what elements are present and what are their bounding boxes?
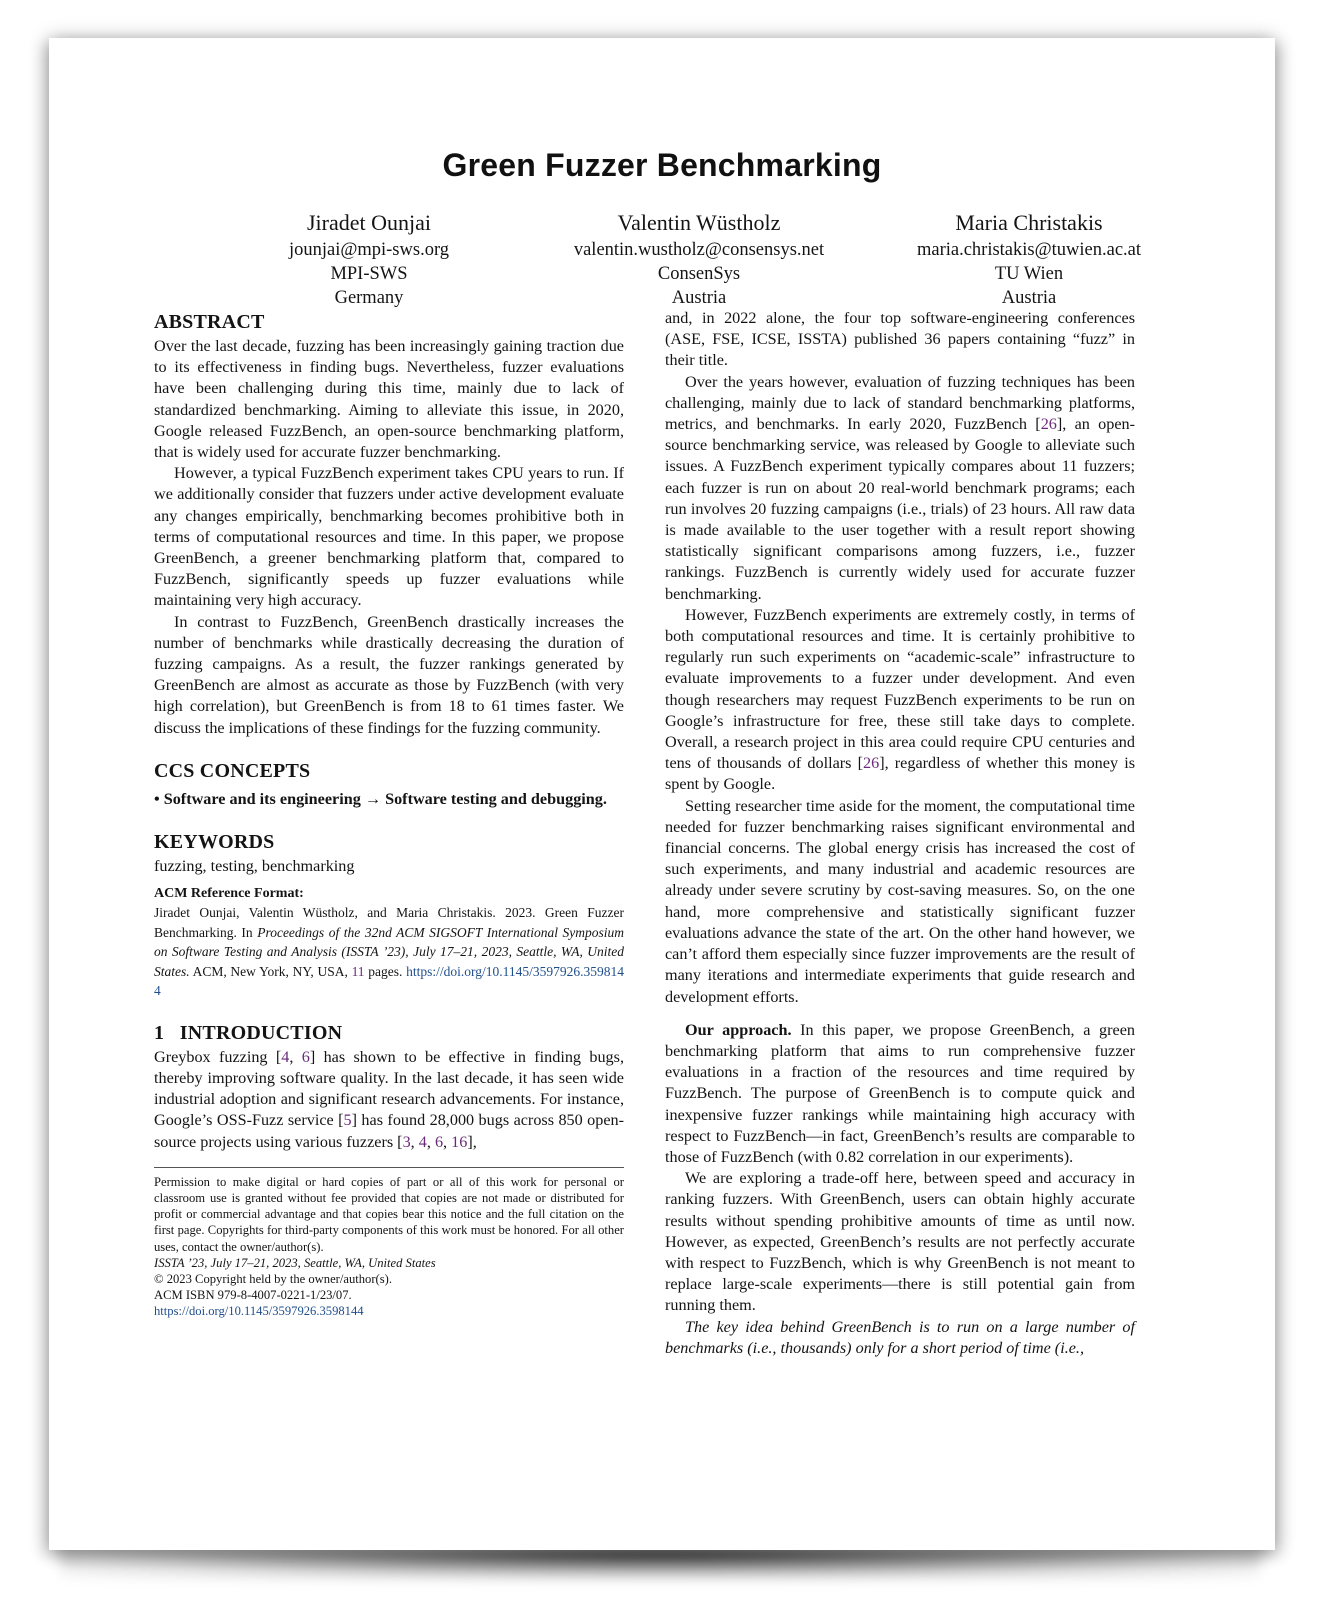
author-affiliation: MPI-SWS xyxy=(330,264,408,284)
introduction-heading: 1 INTRODUCTION xyxy=(154,1021,343,1044)
author-email: valentin.wustholz@consensys.net xyxy=(573,240,825,260)
acm-ref-venue: Proceedings of the 32nd ACM SIGSOFT International Symposium on Software Testing and Analysis (ISSTA ’23), July 17–21, 2023, Seattle, WA, United States. xyxy=(154,924,624,979)
author-name: Jiradet Ounjai xyxy=(306,210,432,235)
our-approach-paragraph xyxy=(665,1020,1135,1168)
acm-ref-authors: Jiradet Ounjai, Valentin Wüstholz, and Maria Christakis. 2023. Green Fuzzer Benchmarking. In xyxy=(154,905,624,940)
text-run: ], regardless of whether this money is spent by Google. xyxy=(665,754,1136,794)
citation-link[interactable]: 6 xyxy=(301,1047,310,1066)
text-run: However, FuzzBench experiments are extremely costly, in terms of both computational resources and time. It is certainly prohibitive to regularly run such experiments on “academic-scale” infrastructure to evaluate improvements to a fuzzer under development. And even though researchers may request FuzzBench experiments to be run on Google’s infrastructure for free, these still take days to complete. Overall, a research project in this area could require CPU centuries and tens of thousands of dollars [ xyxy=(665,605,1135,773)
footnote-divider xyxy=(154,1167,624,1168)
author-country: Germany xyxy=(334,288,404,308)
permission-notice: Permission to make digital or hard copies of part or all of this work for personal or classroom use is granted without fee provided that copies are not made or distributed for profit or commercial advantage and that copies bear this notice and the full citation on the first page. Copyrights for third-party components of this work must be honored. For all other uses, contact the owner/author(s). xyxy=(154,1174,624,1254)
citation-link[interactable]: 4 xyxy=(281,1047,290,1066)
body-paragraph xyxy=(665,372,1135,605)
acm-ref-publisher: ACM, New York, NY, USA, xyxy=(189,963,352,979)
citation-link[interactable]: 26 xyxy=(863,754,880,773)
citation-link[interactable]: 5 xyxy=(343,1111,352,1130)
footnote-doi-link[interactable]: https://doi.org/10.1145/3597926.3598144 xyxy=(154,1304,364,1319)
page-drop-shadow xyxy=(60,1548,1260,1578)
right-column xyxy=(665,308,1135,1359)
text-run: , xyxy=(443,1132,452,1151)
author-2 xyxy=(534,208,864,310)
abstract-heading: ABSTRACT xyxy=(154,311,265,333)
body-paragraph xyxy=(665,605,1135,796)
acm-ref-pages-link[interactable]: 11 xyxy=(351,963,365,979)
conference-venue: ISSTA ’23, July 17–21, 2023, Seattle, WA, United States xyxy=(154,1255,436,1270)
copyright-line: © 2023 Copyright held by the owner/author(s). xyxy=(154,1272,392,1286)
isbn-line: ACM ISBN 979-8-4007-0221-1/23/07. xyxy=(154,1288,352,1303)
author-name: Valentin Wüstholz xyxy=(617,210,781,235)
abstract-paragraph: In contrast to FuzzBench, GreenBench drastically increases the number of benchmarks while drastically decreasing the duration of fuzzing campaigns. As a result, the fuzzer rankings generated by GreenBench are almost as accurate as those by FuzzBench (with very high correlation), but GreenBench is from 18 to 61 times faster. We discuss the implications of these findings for the fuzzing community. xyxy=(154,612,624,737)
text-run: , xyxy=(410,1132,419,1151)
key-idea-paragraph: The key idea behind GreenBench is to run on a large number of benchmarks (i.e., thousands) only for a short period of time (i.e., xyxy=(665,1317,1135,1357)
author-block xyxy=(204,208,1194,310)
acm-ref-doi-link[interactable]: https://doi.org/10.1145/3597926.3598144 xyxy=(154,963,624,999)
text-run: ], an open-source benchmarking service, was released by Google to alleviate such issues. A FuzzBench experiment typically compares about 11 fuzzers; each fuzzer is run on about 20 real-world benchmark programs; each run involves 20 fuzzing campaigns (i.e., trials) of 23 hours. All raw data is made available to the user together with a result report showing statistically significant comparisons among fuzzers, i.e., fuzzer rankings. FuzzBench is currently widely used for accurate fuzzer benchmarking. xyxy=(665,415,1135,603)
body-paragraph: and, in 2022 alone, the four top software-engineering conferences (ASE, FSE, ICSE, ISSTA) published 36 papers containing “fuzz” in their title. xyxy=(665,309,1135,370)
author-name: Maria Christakis xyxy=(955,210,1103,235)
author-country: Austria xyxy=(1001,288,1057,308)
text-run: Over the years however, evaluation of fuzzing techniques has been challenging, mainly due to lack of standard benchmarking platforms, metrics, and benchmarks. In early 2020, FuzzBench [ xyxy=(665,372,1135,434)
author-affiliation: TU Wien xyxy=(994,264,1064,284)
author-1 xyxy=(204,208,534,310)
text-run: Greybox fuzzing [ xyxy=(154,1047,282,1066)
keywords-text: fuzzing, testing, benchmarking xyxy=(154,857,355,876)
body-paragraph: Setting researcher time aside for the moment, the computational time needed for fuzzer benchmarking raises significant environmental and financial concerns. The global energy crisis has increased the cost of such experiments, and many industrial and academic resources are already under severe scrutiny by cost-saving measures. So, on the one hand, more comprehensive and statistically significant fuzzer evaluations advance the state of the art. On the other hand however, we can’t afford them especially since fuzzer improvements are the result of many iterations and intermediate experiments that guide research and development efforts. xyxy=(665,796,1135,1006)
citation-link[interactable]: 4 xyxy=(418,1132,427,1151)
author-3 xyxy=(864,208,1194,310)
text-run: ], xyxy=(467,1132,477,1151)
author-email: maria.christakis@tuwien.ac.at xyxy=(916,240,1142,260)
abstract-paragraph: However, a typical FuzzBench experiment takes CPU years to run. If we additionally consider that fuzzers under active development evaluate any changes empirically, benchmarking becomes prohibitive both in terms of computational resources and time. In this paper, we propose GreenBench, a greener benchmarking platform that, compared to FuzzBench, significantly speeds up fuzzer evaluations while maintaining very high accuracy. xyxy=(154,464,624,610)
abstract-paragraph: Over the last decade, fuzzing has been increasingly gaining traction due to its effectiveness in finding bugs. Nevertheless, fuzzer evaluations have been challenging during this time, mainly due to lack of standardized benchmarking. Aiming to alleviate this issue, in 2020, Google released FuzzBench, an open-source benchmarking platform, that is widely used for accurate fuzzer benchmarking. xyxy=(154,337,624,462)
ccs-concepts-text: • Software and its engineering → Software testing and debugging. xyxy=(154,789,607,808)
text-run: ] has found 28,000 bugs across 850 open-source projects using various fuzzers [ xyxy=(154,1111,625,1151)
citation-link[interactable]: 26 xyxy=(1040,415,1057,434)
left-column xyxy=(154,308,624,1320)
citation-link[interactable]: 16 xyxy=(451,1132,468,1151)
paper-title: Green Fuzzer Benchmarking xyxy=(442,147,882,183)
ccs-heading: CCS CONCEPTS xyxy=(154,759,311,782)
citation-link[interactable]: 6 xyxy=(434,1132,444,1151)
text-run: ] has shown to be effective in finding bugs, thereby improving software quality. In the last decade, it has seen wide industrial adoption and significant research advancements. For instance, Google’s OSS-Fuzz service [ xyxy=(154,1047,624,1130)
acm-reference-label: ACM Reference Format: xyxy=(154,886,304,902)
copyright-footnote xyxy=(154,1174,624,1320)
author-affiliation: ConsenSys xyxy=(657,264,741,284)
author-country: Austria xyxy=(671,288,727,308)
paragraph-lead: Our approach. xyxy=(685,1020,792,1039)
text-run: In this paper, we propose GreenBench, a green benchmarking platform that aims to run comprehensive fuzzer evaluations in a fraction of the resources and time required by FuzzBench. The purpose of GreenBench is to compute quick and inexpensive fuzzer rankings while maintaining high accuracy with respect to FuzzBench—in fact, GreenBench’s results are comparable to those of FuzzBench (with 0.82 correlation in our experiments). xyxy=(665,1020,1135,1166)
body-paragraph: We are exploring a trade-off here, between speed and accuracy in ranking fuzzers. With GreenBench, users can obtain highly accurate results without spending prohibitive amounts of time as until now. However, as expected, GreenBench’s results are not perfectly accurate with respect to FuzzBench, which is why GreenBench is not meant to replace large-scale experiments—there is still potential gain from running them. xyxy=(665,1169,1135,1315)
acm-ref-pages-word: pages. xyxy=(364,963,407,979)
acm-reference-text xyxy=(154,903,624,1001)
text-run: , xyxy=(426,1132,435,1151)
citation-link[interactable]: 3 xyxy=(402,1132,411,1151)
text-run: , xyxy=(289,1047,302,1066)
author-email: jounjai@mpi-sws.org xyxy=(288,240,450,260)
introduction-paragraph xyxy=(154,1047,624,1153)
paper-page xyxy=(49,38,1275,1550)
keywords-heading: KEYWORDS xyxy=(154,831,275,854)
